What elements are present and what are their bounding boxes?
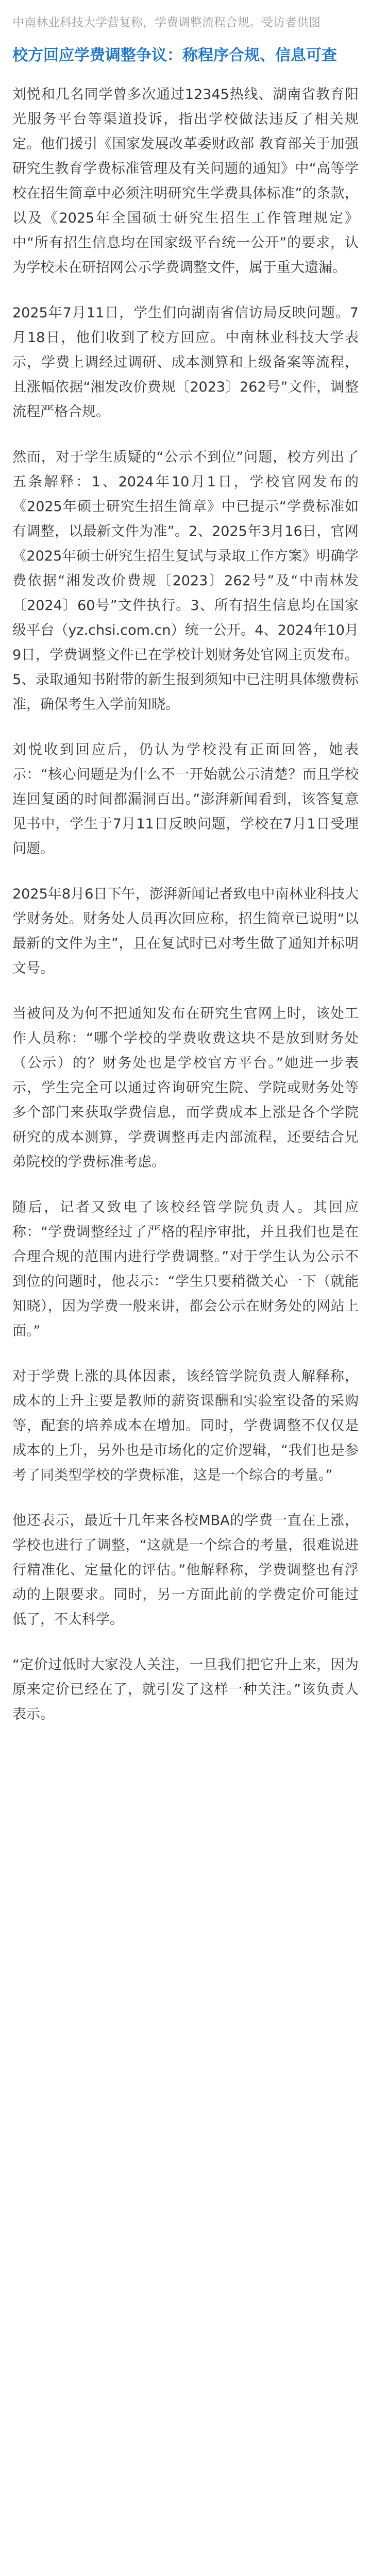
article-paragraph: 2025年8月6日下午，澎湃新闻记者致电中南林业科技大学财务处。财务处人员再次回应称，招生简章已说明“以最新的文件为主”，且在复试时已对考生做了通知并标明文号。 (12, 886, 359, 976)
article-paragraph: 当被问及为何不把通知发布在研究生官网上时，该处工作人员称：“哪个学校的学费收费这块不是放到财务处（公示）的？财务处也是学校官方平台。”她进一步表示，学生完全可以通过咨询研究生院、学院或财务处等多个部门来获取学费信息，而学费成本上涨是各个学院研究的成本测算，学费调整再走内部流程，还要结合兄弟院校的学费标准考虑。 (12, 1006, 359, 1170)
article-paragraph: 2025年7月11日，学生们向湖南省信访局反映问题。7月18日，他们收到了校方回应。中南林业科技大学表示，学费上调经过调研、成本测算和上级备案等流程，且涨幅依据“湘发改价费规〔2023〕262号”文件，调整流程严格合规。 (12, 305, 359, 420)
article-paragraph: 刘悦和几名同学曾多次通过12345热线、湖南省教育阳光服务平台等渠道投诉，指出学校做法违反了相关规定。他们援引《国家发展改革委财政部 教育部关于加强研究生教育学费标准管理及有关问题的通知》中“高等学校在招生简章中必须注明研究生学费具体标准”的条款，以及《2025年全国硕士研究生招生工作管理规定》中“所有招生信息均在国家级平台统一公开”的要求，认为学校未在研招网公示学费调整文件，属于重大遗漏。 (12, 87, 359, 276)
article-paragraph: 他还表示，最近十几年来各校MBA的学费一直在上涨，学校也进行了调整，“这就是一个综合的考量，很难说进行精准化、定量化的评估。”他解释称，学费调整也有浮动的上限要求。同时，另一方面此前的学费定价可能过低了，不太科学。 (12, 1513, 359, 1628)
article-paragraph: “定价过低时大家没人关注，一旦我们把它升上来，因为原来定价已经在了，就引发了这样一种关注。”该负责人表示。 (12, 1657, 359, 1722)
article-paragraph: 然而，对于学生质疑的“公示不到位”问题，校方列出了五条解释：1、2024年10月1日，学校官网发布的《2025年硕士研究生招生简章》中已提示“学费标准如有调整，以最新文件为准”。2、2025年3月16日，官网《2025年硕士研究生招生复试与录取工作方案》明确学费依据“湘发改价费规〔2023〕262号”及“中南林发〔2024〕60号”文件执行。3、所有招生信息均在国家级平台（yz.chsi.com.cn）统一公开。4、2024年10月9日，学费调整文件已在学校计划财务处官网主页发布。5、录取通知书附带的新生报到须知中已注明具体缴费标准，确保考生入学前知晓。 (12, 449, 359, 713)
section-heading: 校方回应学费调整争议：称程序合规、信息可查 (12, 46, 337, 64)
article-paragraph: 随后，记者又致电了该校经管学院负责人。其回应称：“学费调整经过了严格的程序审批，并且我们也是在合理合规的范围内进行学费调整。”对于学生认为公示不到位的问题时，他表示：“学生只要稍微关心一下（就能知晓），因为学费一般来讲，都会公示在财务处的网站上面。” (12, 1199, 359, 1339)
image-caption: 中南林业科技大学营复称，学费调整流程合规。受访者供图 (12, 16, 321, 29)
article-paragraph: 对于学费上涨的具体因素，该经管学院负责人解释称，成本的上升主要是教师的薪资课酬和实验室设备的采购等，配套的培养成本在增加。同时，学费调整不仅仅是成本的上升，另外也是市场化的定价逻辑，“我们也是参考了同类型学校的学费标准，这是一个综合的考量。” (12, 1368, 359, 1483)
article-paragraph: 刘悦收到回应后，仍认为学校没有正面回答，她表示：“核心问题是为什么不一开始就公示清楚？而且学校连回复函的时间都漏洞百出。”澎湃新闻看到，该答复意见书中，学生于7月11日反映问题，学校在7月1日受理问题。 (12, 742, 359, 857)
